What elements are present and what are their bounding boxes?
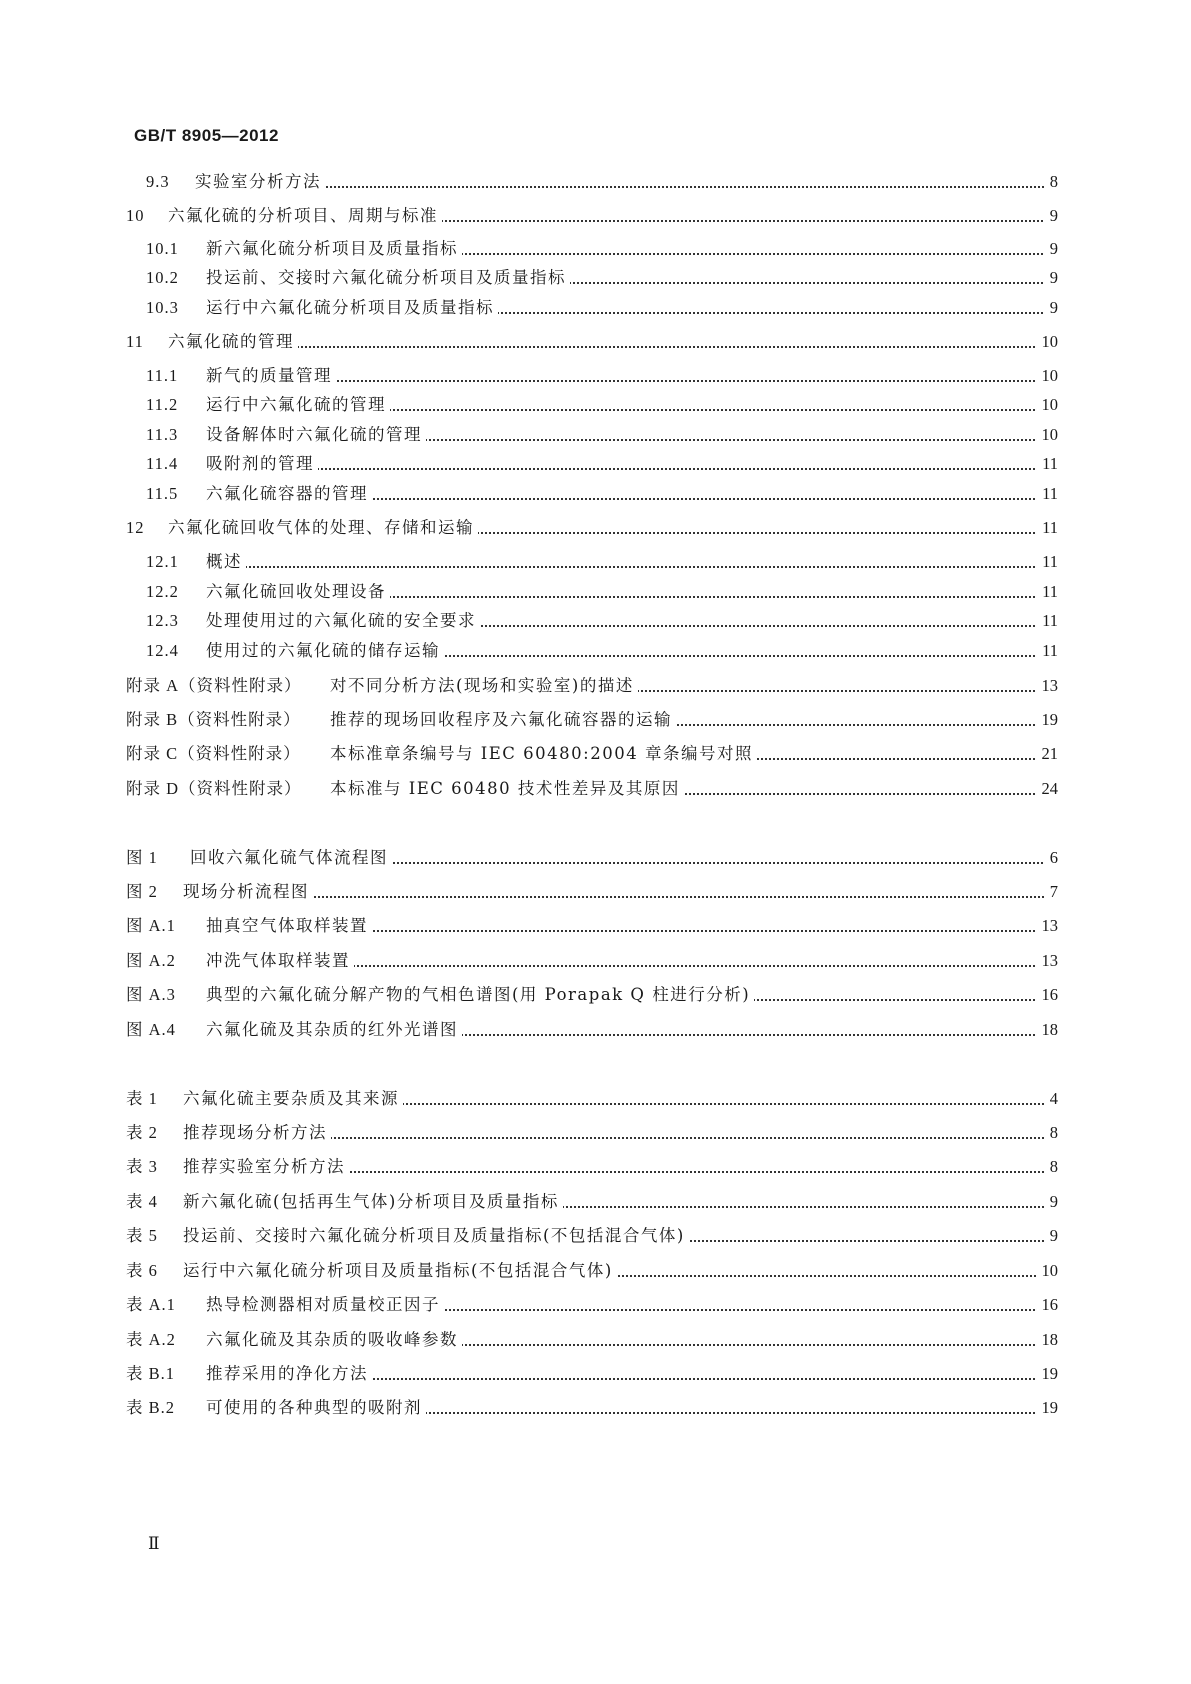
toc-entry-page: 11 [1036,609,1058,633]
standard-code: GB/T 8905—2012 [134,126,279,145]
toc-entry-page: 9 [1044,266,1058,290]
toc-entry[interactable] [0,1087,1191,1111]
toc-entry[interactable] [0,1018,1191,1042]
toc-entry[interactable] [0,1259,1191,1283]
toc-entry-title: 吸附剂的管理 [206,452,318,476]
toc-entry-number: 11.1 [146,366,179,385]
toc-entry-title: 使用过的六氟化硫的储存运输 [206,639,444,663]
toc-entry-page: 9 [1044,296,1058,320]
toc-entry-number: 图 1 [126,848,158,867]
toc-entry[interactable] [0,846,1191,870]
toc-entry[interactable] [0,1224,1191,1248]
toc-entry-number: 11.5 [146,484,179,503]
toc-entry[interactable] [0,482,1191,506]
toc-entry-number: 表 2 [126,1123,158,1142]
toc-entry-page: 13 [1036,914,1059,938]
toc-entry-title: 回收六氟化硫气体流程图 [190,846,392,870]
toc-entry-title: 六氟化硫及其杂质的红外光谱图 [206,1018,462,1042]
toc-entry-number: 11.3 [146,425,179,444]
toc-entry-title: 六氟化硫回收气体的处理、存储和运输 [168,516,478,540]
toc-entry-title: 新六氟化硫(包括再生气体)分析项目及质量指标 [183,1190,563,1214]
toc-entry-title: 推荐的现场回收程序及六氟化硫容器的运输 [330,708,676,732]
toc-entry-page: 10 [1036,393,1059,417]
toc-entry[interactable] [0,609,1191,633]
toc-entry-title: 设备解体时六氟化硫的管理 [206,423,426,447]
toc-entry-number: 附录 A（资料性附录） [126,676,302,695]
toc-entry-title: 推荐现场分析方法 [183,1121,331,1145]
toc-entry-title: 处理使用过的六氟化硫的安全要求 [206,609,480,633]
toc-entry-number: 附录 C（资料性附录） [126,744,301,763]
toc-entry-page: 11 [1036,580,1058,604]
toc-leader-dots [168,346,1051,348]
toc-entry-number: 表 1 [126,1089,158,1108]
toc-entry-title: 本标准章条编号与 IEC 60480:2004 章条编号对照 [330,742,757,766]
toc-entry-number: 表 A.1 [126,1295,176,1314]
toc-entry-title: 六氟化硫的管理 [168,330,298,354]
toc-entry-number: 11.2 [146,395,179,414]
toc-entry-page: 9 [1044,237,1058,261]
toc-entry-number: 表 A.2 [126,1330,176,1349]
toc-entry-title: 投运前、交接时六氟化硫分析项目及质量指标 [206,266,570,290]
toc-entry-title: 冲洗气体取样装置 [206,949,354,973]
toc-entry-number: 12 [126,518,145,537]
toc-entry-title: 投运前、交接时六氟化硫分析项目及质量指标(不包括混合气体) [183,1224,689,1248]
toc-entry-page: 18 [1036,1018,1059,1042]
toc-entry-title: 六氟化硫及其杂质的吸收峰参数 [206,1328,462,1352]
toc-entry-title: 推荐实验室分析方法 [183,1155,349,1179]
toc-entry-page: 7 [1044,880,1058,904]
toc-entry-number: 12.2 [146,582,179,601]
toc-entry-page: 16 [1036,1293,1059,1317]
toc-entry-number: 10.3 [146,298,179,317]
toc-entry[interactable] [0,1190,1191,1214]
toc-entry-title: 运行中六氟化硫分析项目及质量指标 [206,296,498,320]
toc-entry-page: 8 [1044,170,1058,194]
toc-entry-page: 6 [1044,846,1058,870]
toc-entry-number: 9.3 [146,172,170,191]
toc-entry[interactable] [0,580,1191,604]
toc-entry-page: 11 [1036,482,1058,506]
toc-leader-dots [206,566,1051,568]
toc-entry-number: 12.4 [146,641,179,660]
toc-entry[interactable] [0,550,1191,574]
toc-entry-number: 表 B.2 [126,1398,176,1417]
toc-entry-title: 概述 [206,550,246,574]
toc-entry-title: 新气的质量管理 [206,364,336,388]
toc-entry-number: 图 A.3 [126,985,176,1004]
toc-entry-page: 11 [1036,516,1058,540]
toc-entry-number: 12.1 [146,552,179,571]
toc-entry-number: 表 3 [126,1157,158,1176]
toc-entry-title: 热导检测器相对质量校正因子 [206,1293,444,1317]
toc-entry-page: 18 [1036,1328,1059,1352]
toc-entry[interactable] [0,742,1191,766]
toc-entry-page: 10 [1036,330,1059,354]
toc-entry-number: 10 [126,206,145,225]
toc-entry[interactable] [0,170,1191,194]
toc-entry-page: 13 [1036,674,1059,698]
toc-entry-number: 图 A.1 [126,916,176,935]
toc-entry-number: 附录 B（资料性附录） [126,710,301,729]
toc-entry-number: 表 4 [126,1192,158,1211]
toc-entry-number: 附录 D（资料性附录） [126,779,302,798]
toc-entry-page: 9 [1044,204,1058,228]
toc-entry-page: 8 [1044,1155,1058,1179]
toc-entry[interactable] [0,266,1191,290]
toc-entry-page: 21 [1036,742,1059,766]
toc-entry-number: 表 B.1 [126,1364,176,1383]
toc-entry[interactable] [0,296,1191,320]
toc-entry[interactable] [0,949,1191,973]
toc-entry-title: 六氟化硫容器的管理 [206,482,372,506]
toc-entry-title: 推荐采用的净化方法 [206,1362,372,1386]
toc-entry-title: 新六氟化硫分析项目及质量指标 [206,237,462,261]
toc-entry[interactable] [0,1155,1191,1179]
toc-entry-title: 可使用的各种典型的吸附剂 [206,1396,426,1420]
toc-entry-title: 六氟化硫回收处理设备 [206,580,390,604]
toc-entry-title: 六氟化硫主要杂质及其来源 [183,1087,403,1111]
toc-entry[interactable] [0,237,1191,261]
toc-entry[interactable] [0,674,1191,698]
toc-entry-page: 10 [1036,364,1059,388]
toc-entry[interactable] [0,330,1191,354]
toc-entry-title: 实验室分析方法 [195,170,325,194]
toc-entry-number: 11.4 [146,454,179,473]
toc-entry-page: 16 [1036,983,1059,1007]
toc-entry-number: 12.3 [146,611,179,630]
toc-entry-title: 抽真空气体取样装置 [206,914,372,938]
page-number: Ⅱ [148,1534,160,1553]
toc-entry-page: 19 [1036,1396,1059,1420]
toc-leader-dots [183,896,1051,898]
toc-entry[interactable] [0,516,1191,540]
toc-entry-page: 24 [1036,777,1059,801]
toc-entry[interactable] [0,452,1191,476]
toc-entry-title: 对不同分析方法(现场和实验室)的描述 [330,674,638,698]
toc-entry-page: 13 [1036,949,1059,973]
toc-entry[interactable] [0,364,1191,388]
toc-entry[interactable] [0,983,1191,1007]
toc-entry-number: 11 [126,332,144,351]
toc-entry-page: 10 [1036,1259,1059,1283]
toc-entry-number: 图 A.4 [126,1020,176,1039]
toc-entry[interactable] [0,1362,1191,1386]
toc-entry[interactable] [0,777,1191,801]
toc-entry-page: 9 [1044,1224,1058,1248]
toc-entry-page: 8 [1044,1121,1058,1145]
toc-entry[interactable] [0,880,1191,904]
toc-entry[interactable] [0,914,1191,938]
toc-entry-title: 六氟化硫的分析项目、周期与标准 [168,204,442,228]
toc-entry[interactable] [0,1328,1191,1352]
toc-entry-number: 表 5 [126,1226,158,1245]
toc-entry-page: 4 [1044,1087,1058,1111]
toc-entry-number: 10.2 [146,268,179,287]
toc-entry-title: 本标准与 IEC 60480 技术性差异及其原因 [330,777,684,801]
toc-leader-dots [206,468,1051,470]
toc-entry[interactable] [0,393,1191,417]
toc-entry[interactable] [0,423,1191,447]
toc-entry-title: 运行中六氟化硫分析项目及质量指标(不包括混合气体) [183,1259,617,1283]
toc-entry-number: 10.1 [146,239,179,258]
toc-entry-page: 11 [1036,452,1058,476]
toc-entry[interactable] [0,1121,1191,1145]
toc-entry-title: 现场分析流程图 [183,880,313,904]
toc-entry-page: 19 [1036,708,1059,732]
toc-entry[interactable] [0,639,1191,663]
toc-entry[interactable] [0,1396,1191,1420]
toc-entry[interactable] [0,708,1191,732]
toc-entry-page: 10 [1036,423,1059,447]
toc-entry-page: 11 [1036,639,1058,663]
toc-entry-title: 运行中六氟化硫的管理 [206,393,390,417]
toc-entry-number: 图 A.2 [126,951,176,970]
toc-entry-page: 11 [1036,550,1058,574]
toc-entry[interactable] [0,1293,1191,1317]
toc-entry-number: 表 6 [126,1261,158,1280]
toc-entry-title: 典型的六氟化硫分解产物的气相色谱图(用 Porapak Q 柱进行分析) [206,983,754,1007]
toc-entry-page: 9 [1044,1190,1058,1214]
toc-entry-number: 图 2 [126,882,158,901]
toc-entry-page: 19 [1036,1362,1059,1386]
toc-entry[interactable] [0,204,1191,228]
